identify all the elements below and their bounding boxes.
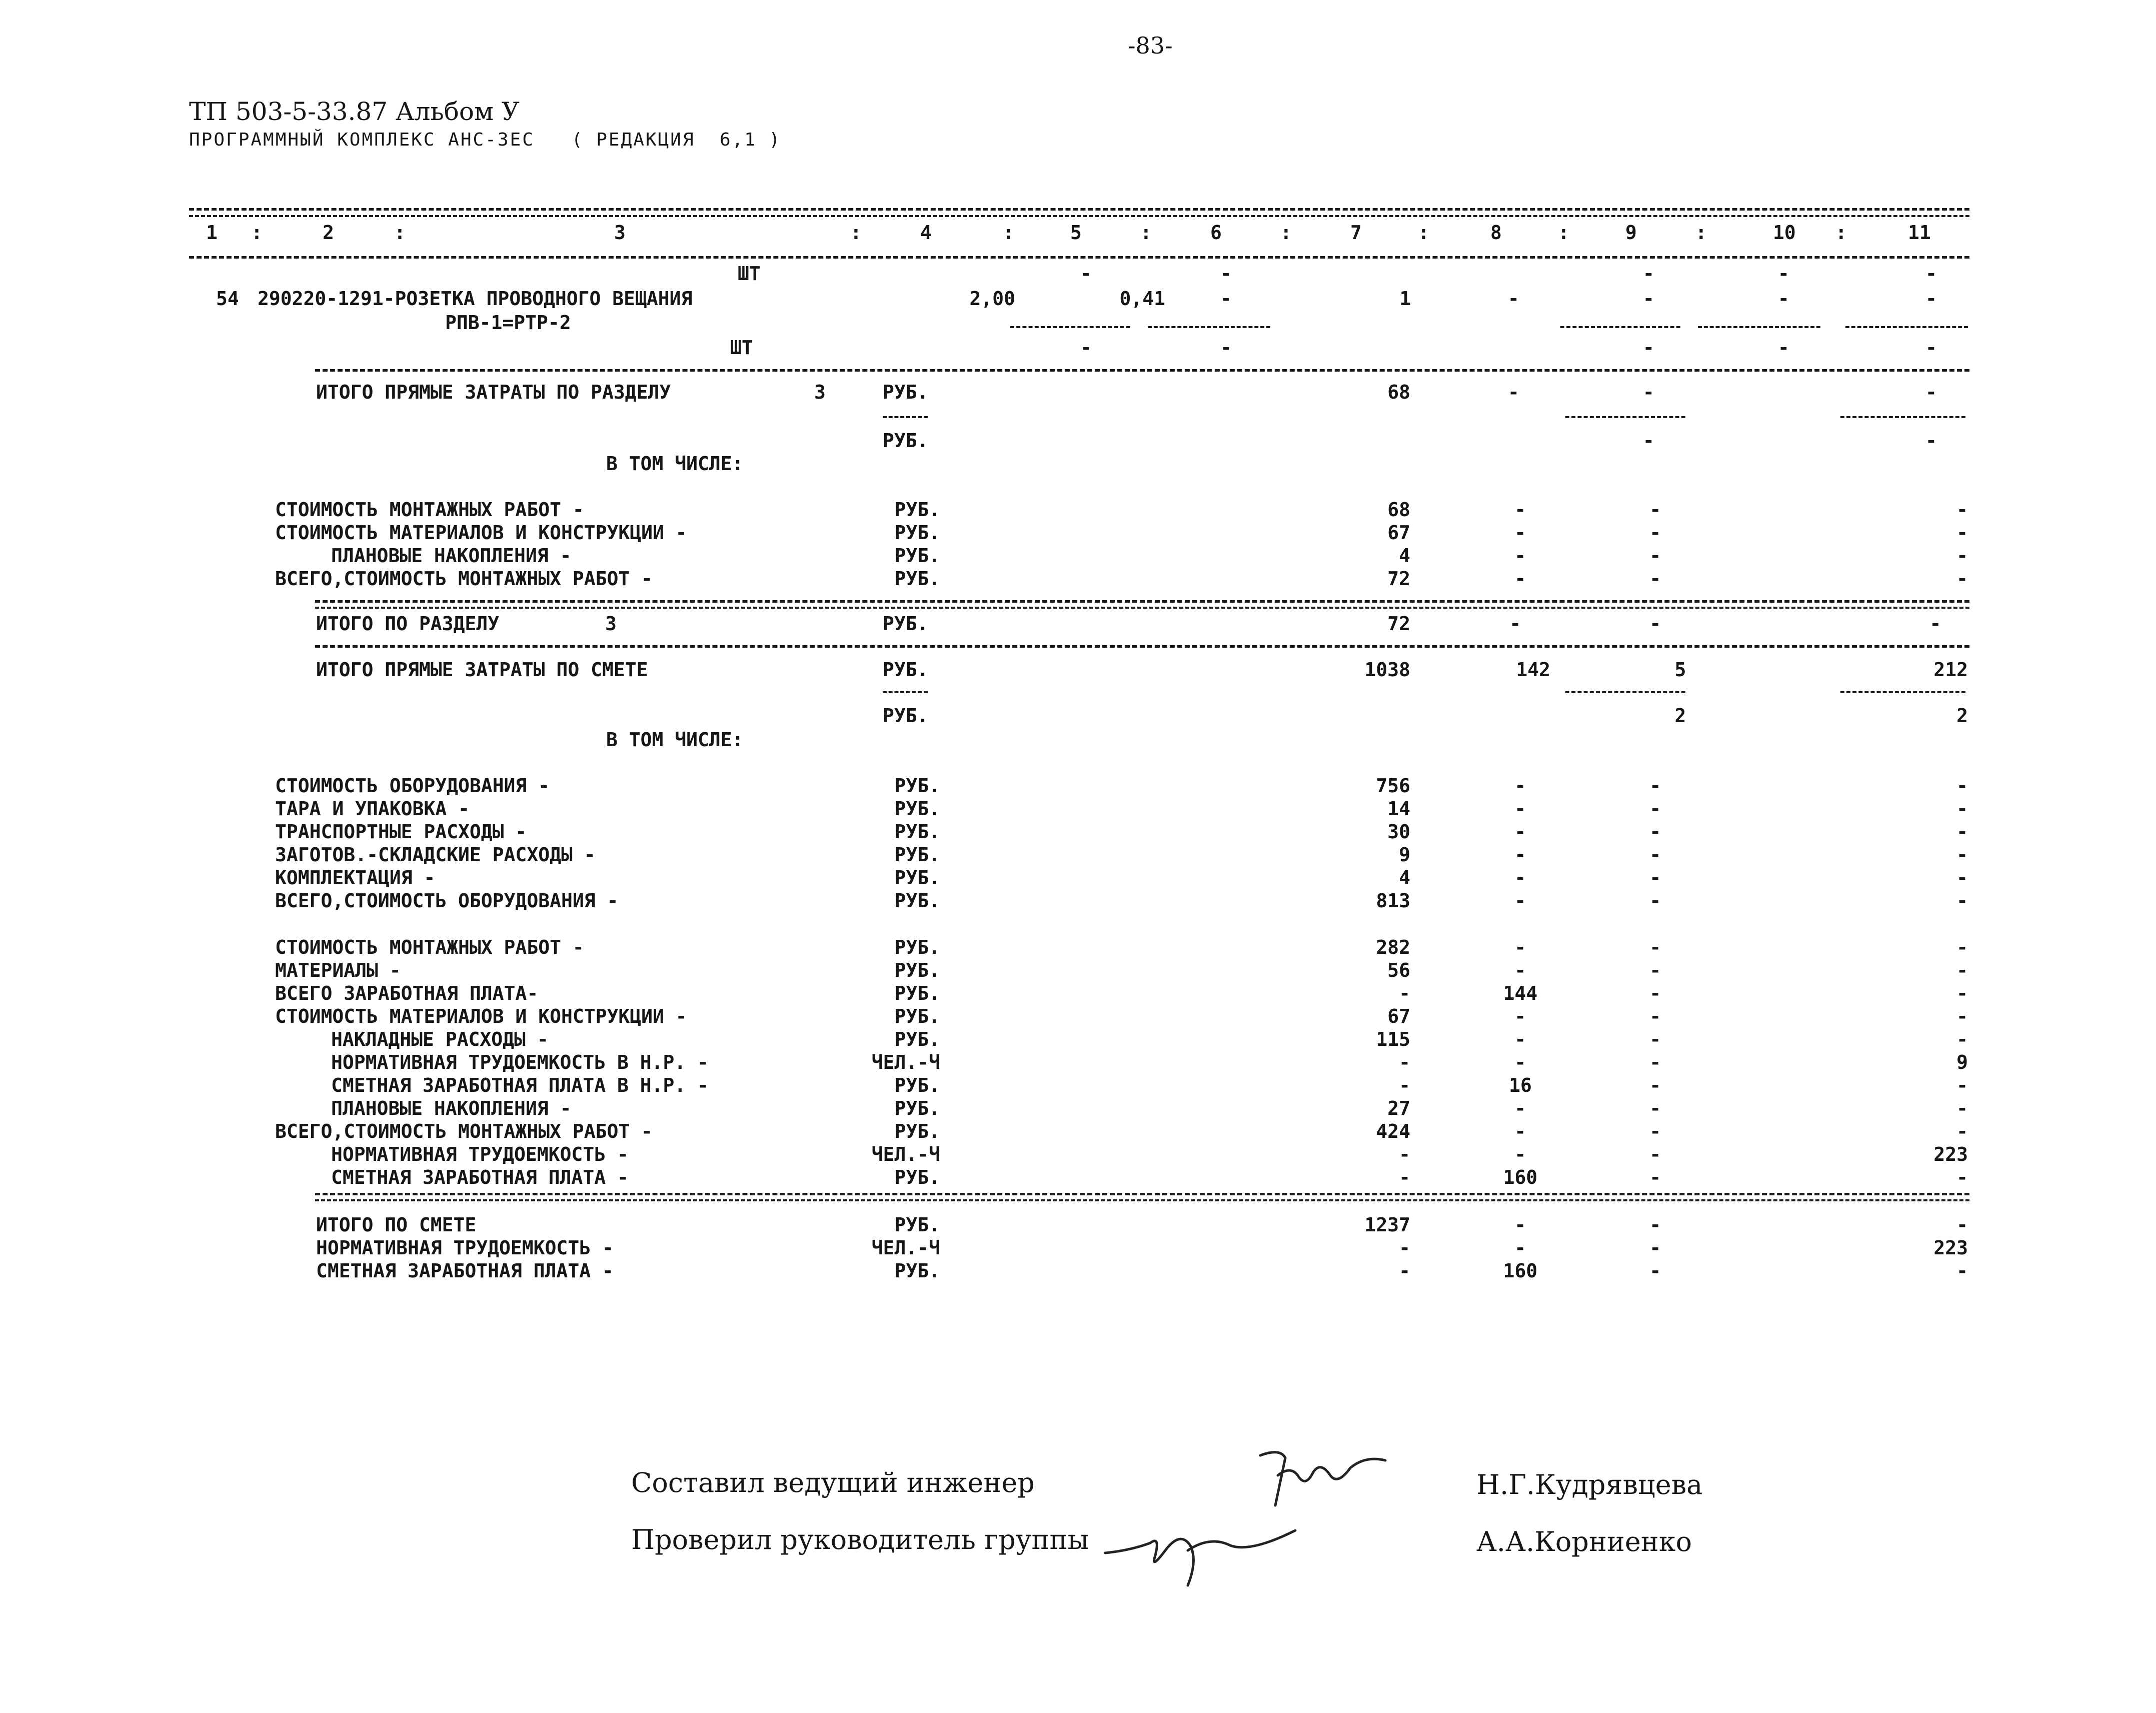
dash-mark: - [1220,337,1232,359]
row-unit: РУБ. [894,568,940,590]
column-header-10: 10 [1773,222,1796,244]
row-col7: - [1399,1237,1410,1259]
dash-mark: - [1925,430,1937,452]
row-col11: - [1956,775,1968,797]
row-unit: РУБ. [894,522,940,544]
section-sum-col11: - [1929,613,1941,635]
row-col11: - [1956,1074,1968,1096]
estimate-total-rule-11 [1840,691,1965,693]
item-underline-6 [1148,326,1270,328]
item-underline-10 [1698,326,1820,328]
row-col11: - [1956,867,1968,889]
row-unit: РУБ. [894,798,940,820]
row-col9: - [1649,1028,1661,1050]
row-col7: 30 [1387,821,1410,843]
item-underline-5 [1010,326,1130,328]
row-col7: - [1399,1166,1410,1188]
row-label: ВСЕГО ЗАРАБОТНАЯ ПЛАТА- [275,982,539,1004]
row-col7: 756 [1376,775,1410,797]
row-label: ИТОГО ПО СМЕТЕ [316,1214,477,1236]
section-sum-col8: - [1509,613,1521,635]
including-label-1: В ТОМ ЧИСЛЕ: [606,453,744,475]
row-col9: - [1649,1143,1661,1165]
row-col8: - [1514,568,1526,590]
dash-mark: - [1778,263,1789,285]
row-col11: - [1956,890,1968,912]
column-separator: : [1140,222,1152,244]
column-separator: : [850,222,862,244]
estimate-total-unit2: РУБ. [883,705,929,727]
row-col7: 4 [1399,545,1410,567]
row-label: НОРМАТИВНАЯ ТРУДОЕМКОСТЬ - [316,1237,614,1259]
row-col8: - [1514,890,1526,912]
item-underline-9 [1560,326,1680,328]
dash-mark: - [1925,337,1937,359]
rule-before-final-2 [315,1199,1969,1201]
row-col9: - [1649,1051,1661,1073]
row-label: СТОИМОСТЬ МОНТАЖНЫХ РАБОТ - [275,936,584,958]
row-label: ТРАНСПОРТНЫЕ РАСХОДЫ - [275,821,527,843]
dash-mark: - [1643,337,1654,359]
column-header-7: 7 [1350,222,1362,244]
row-unit: РУБ. [894,1260,940,1282]
row-unit: РУБ. [894,1120,940,1142]
row-col11: - [1956,844,1968,866]
row-col8: - [1514,522,1526,544]
row-unit: ЧЕЛ.-Ч [871,1143,940,1165]
dash-mark: - [1080,263,1092,285]
section-sum-label: ИТОГО ПО РАЗДЕЛУ [316,613,500,635]
section-total-col7: 68 [1387,381,1410,403]
row-col7: 9 [1399,844,1410,866]
row-col9: - [1649,1260,1661,1282]
row-unit: РУБ. [894,1074,940,1096]
estimate-total-col9b: 2 [1674,705,1686,727]
checked-by-label: Проверил руководитель группы [631,1524,1089,1555]
row-col9: - [1649,522,1661,544]
row-col9: - [1649,1005,1661,1027]
row-col11: - [1956,499,1968,521]
row-col9: - [1649,798,1661,820]
row-col8: - [1514,867,1526,889]
row-col11: - [1956,959,1968,981]
row-col7: 4 [1399,867,1410,889]
estimate-total-col9: 5 [1674,659,1686,681]
signature-compiler [1250,1445,1390,1515]
column-separator: : [1558,222,1569,244]
row-col8: - [1514,844,1526,866]
section-total-label: ИТОГО ПРЯМЫЕ ЗАТРАТЫ ПО РАЗДЕЛУ [316,381,671,403]
estimate-total-rule-9 [1565,691,1685,693]
row-col7: 1237 [1364,1214,1410,1236]
row-col9: - [1649,959,1661,981]
row-col11: - [1956,1166,1968,1188]
row-unit: РУБ. [894,1005,940,1027]
section-sum-number: 3 [605,613,617,635]
row-col9: - [1649,499,1661,521]
compiled-by-name: Н.Г.Кудрявцева [1476,1469,1703,1500]
row-col7: 424 [1376,1120,1410,1142]
row-col8: 160 [1503,1260,1538,1282]
including-label-2: В ТОМ ЧИСЛЕ: [606,729,744,751]
row-col8: - [1514,821,1526,843]
dash-mark: - [1643,263,1654,285]
row-col9: - [1649,1166,1661,1188]
row-unit: РУБ. [894,1214,940,1236]
row-col7: - [1399,1143,1410,1165]
column-header-9: 9 [1625,222,1637,244]
page-number: -83- [1128,32,1173,59]
section-total-number: 3 [814,381,826,403]
row-col11: - [1956,522,1968,544]
estimate-total-col11: 212 [1933,659,1968,681]
column-header-2: 2 [323,222,334,244]
row-unit: ЧЕЛ.-Ч [871,1237,940,1259]
rule-before-estimate-total [315,645,1969,648]
row-col7: 282 [1376,936,1410,958]
column-separator: : [1280,222,1292,244]
row-col11: - [1956,1214,1968,1236]
row-unit: РУБ. [894,545,940,567]
row-unit: РУБ. [894,775,940,797]
item-unit-bottom: ШТ [730,337,753,359]
section-total-unit2: РУБ. [883,430,929,452]
rule-before-section-sum [315,600,1969,603]
row-col9: - [1649,844,1661,866]
row-col11: - [1956,821,1968,843]
dash-mark: - [1508,381,1519,403]
row-col7: 14 [1387,798,1410,820]
document-subtitle: ПРОГРАММНЫЙ КОМПЛЕКС АНС-3ЕС ( РЕДАКЦИЯ 6,1 ) [189,130,782,150]
dash-mark: - [1778,288,1789,310]
row-col11: - [1956,1028,1968,1050]
row-unit: ЧЕЛ.-Ч [871,1051,940,1073]
row-col7: 115 [1376,1028,1410,1050]
row-label: СТОИМОСТЬ МАТЕРИАЛОВ И КОНСТРУКЦИИ - [275,522,687,544]
dash-mark: - [1925,288,1937,310]
document-title: ТП 503-5-33.87 Альбом У [189,97,520,126]
row-col8: - [1514,1005,1526,1027]
row-col7: 67 [1387,522,1410,544]
section-total-rule-11 [1840,416,1965,418]
row-col7: 68 [1387,499,1410,521]
row-col8: - [1514,936,1526,958]
row-col8: - [1514,1097,1526,1119]
row-col9: - [1649,936,1661,958]
row-col8: - [1514,1143,1526,1165]
row-col9: - [1649,1214,1661,1236]
row-label: ВСЕГО,СТОИМОСТЬ ОБОРУДОВАНИЯ - [275,890,619,912]
row-col11: - [1956,568,1968,590]
row-unit: РУБ. [894,982,940,1004]
row-col8: - [1514,798,1526,820]
column-separator: : [1695,222,1707,244]
estimate-total-unit: РУБ. [883,659,929,681]
table-top-rule-2 [189,215,1969,217]
rule-before-section-total [315,369,1969,372]
row-unit: РУБ. [894,1166,940,1188]
row-unit: РУБ. [894,890,940,912]
item-col4: 2,00 [969,288,1015,310]
row-unit: РУБ. [894,867,940,889]
row-col9: - [1649,890,1661,912]
row-col11: - [1956,1120,1968,1142]
column-header-3: 3 [614,222,626,244]
dash-mark: - [1643,381,1654,403]
dash-mark: - [1220,288,1232,310]
row-col11: 223 [1933,1143,1968,1165]
row-unit: РУБ. [894,936,940,958]
row-col8: - [1514,1120,1526,1142]
row-col9: - [1649,1074,1661,1096]
row-label: ТАРА И УПАКОВКА - [275,798,470,820]
row-label: СТОИМОСТЬ МАТЕРИАЛОВ И КОНСТРУКЦИИ - [275,1005,687,1027]
dash-mark: - [1643,430,1654,452]
row-col8: - [1514,1237,1526,1259]
column-separator: : [1835,222,1847,244]
rule-before-section-sum-2 [315,607,1969,609]
row-col11: - [1956,545,1968,567]
dash-mark: - [1220,263,1232,285]
row-label: ПЛАНОВЫЕ НАКОПЛЕНИЯ - [331,545,572,567]
row-col7: 27 [1387,1097,1410,1119]
row-col8: - [1514,775,1526,797]
dash-mark: - [1925,381,1937,403]
row-col7: - [1399,1260,1410,1282]
row-label: МАТЕРИАЛЫ - [275,959,401,981]
section-total-unit: РУБ. [883,381,929,403]
row-col11: - [1956,936,1968,958]
row-col11: - [1956,798,1968,820]
item-underline-11 [1845,326,1968,328]
row-label: ВСЕГО,СТОИМОСТЬ МОНТАЖНЫХ РАБОТ - [275,568,653,590]
section-total-unit-rule [883,416,928,418]
dash-mark: - [1925,263,1937,285]
estimate-total-unit-rule [883,691,928,693]
row-col7: 56 [1387,959,1410,981]
row-unit: РУБ. [894,821,940,843]
row-col8: 160 [1503,1166,1538,1188]
row-col11: 223 [1933,1237,1968,1259]
item-col5: 0,41 [1119,288,1165,310]
column-header-1: 1 [206,222,218,244]
row-col11: - [1956,1097,1968,1119]
column-header-8: 8 [1490,222,1502,244]
row-label: ВСЕГО,СТОИМОСТЬ МОНТАЖНЫХ РАБОТ - [275,1120,653,1142]
row-col7: 72 [1387,568,1410,590]
column-header-6: 6 [1210,222,1222,244]
dash-mark: - [1508,288,1519,310]
section-total-rule-9 [1565,416,1685,418]
column-separator: : [251,222,263,244]
compiled-by-label: Составил ведущий инженер [631,1467,1035,1498]
item-code-name: 290220-1291-РОЗЕТКА ПРОВОДНОГО ВЕЩАНИЯ [258,288,693,310]
row-col8: - [1514,545,1526,567]
row-col9: - [1649,1097,1661,1119]
column-header-11: 11 [1908,222,1931,244]
column-header-4: 4 [920,222,932,244]
rule-before-final [315,1193,1969,1195]
signature-checker [1100,1515,1300,1590]
row-col9: - [1649,1120,1661,1142]
row-col9: - [1649,775,1661,797]
row-col8: 16 [1509,1074,1532,1096]
section-sum-unit: РУБ. [883,613,929,635]
column-separator: : [1003,222,1014,244]
row-unit: РУБ. [894,499,940,521]
item-name-line2: РПВ-1=РТР-2 [445,312,571,334]
row-unit: РУБ. [894,959,940,981]
row-label: НОРМАТИВНАЯ ТРУДОЕМКОСТЬ - [331,1143,629,1165]
row-label: СМЕТНАЯ ЗАРАБОТНАЯ ПЛАТА - [316,1260,614,1282]
row-col8: - [1514,1214,1526,1236]
row-label: СТОИМОСТЬ ОБОРУДОВАНИЯ - [275,775,550,797]
row-label: КОМПЛЕКТАЦИЯ - [275,867,436,889]
row-col8: - [1514,959,1526,981]
row-unit: РУБ. [894,1028,940,1050]
dash-mark: - [1643,288,1654,310]
column-header-5: 5 [1070,222,1082,244]
row-label: ЗАГОТОВ.-СКЛАДСКИЕ РАСХОДЫ - [275,844,596,866]
row-label: СМЕТНАЯ ЗАРАБОТНАЯ ПЛАТА В Н.Р. - [331,1074,709,1096]
row-col11: - [1956,982,1968,1004]
row-label: НАКЛАДНЫЕ РАСХОДЫ - [331,1028,549,1050]
estimate-total-col7: 1038 [1364,659,1410,681]
estimate-total-col11b: 2 [1956,705,1968,727]
checked-by-name: А.А.Корниенко [1476,1526,1692,1557]
row-col8: - [1514,499,1526,521]
estimate-total-label: ИТОГО ПРЯМЫЕ ЗАТРАТЫ ПО СМЕТЕ [316,659,648,681]
row-col7: 813 [1376,890,1410,912]
row-col9: - [1649,867,1661,889]
row-col9: - [1649,821,1661,843]
row-unit: РУБ. [894,844,940,866]
table-top-rule [189,208,1969,211]
estimate-total-col8: 142 [1516,659,1550,681]
row-col9: - [1649,1237,1661,1259]
item-unit-top: ШТ [738,263,761,285]
section-sum-col7: 72 [1387,613,1410,635]
row-col9: - [1649,568,1661,590]
row-col9: - [1649,982,1661,1004]
row-label: СТОИМОСТЬ МОНТАЖНЫХ РАБОТ - [275,499,584,521]
dash-mark: - [1080,337,1092,359]
dash-mark: - [1778,337,1789,359]
column-separator: : [394,222,406,244]
row-col8: - [1514,1051,1526,1073]
item-col7: 1 [1399,288,1411,310]
row-label: СМЕТНАЯ ЗАРАБОТНАЯ ПЛАТА - [331,1166,629,1188]
column-header-rule [189,256,1969,259]
item-number: 54 [216,288,239,310]
row-col7: - [1399,1074,1410,1096]
row-label: НОРМАТИВНАЯ ТРУДОЕМКОСТЬ В Н.Р. - [331,1051,709,1073]
row-col11: - [1956,1260,1968,1282]
row-unit: РУБ. [894,1097,940,1119]
row-label: ПЛАНОВЫЕ НАКОПЛЕНИЯ - [331,1097,572,1119]
row-col11: 9 [1956,1051,1968,1073]
row-col7: - [1399,982,1410,1004]
row-col7: - [1399,1051,1410,1073]
row-col8: - [1514,1028,1526,1050]
row-col8: 144 [1503,982,1538,1004]
row-col9: - [1649,545,1661,567]
row-col7: 67 [1387,1005,1410,1027]
row-col11: - [1956,1005,1968,1027]
column-separator: : [1418,222,1429,244]
section-sum-col9: - [1649,613,1661,635]
